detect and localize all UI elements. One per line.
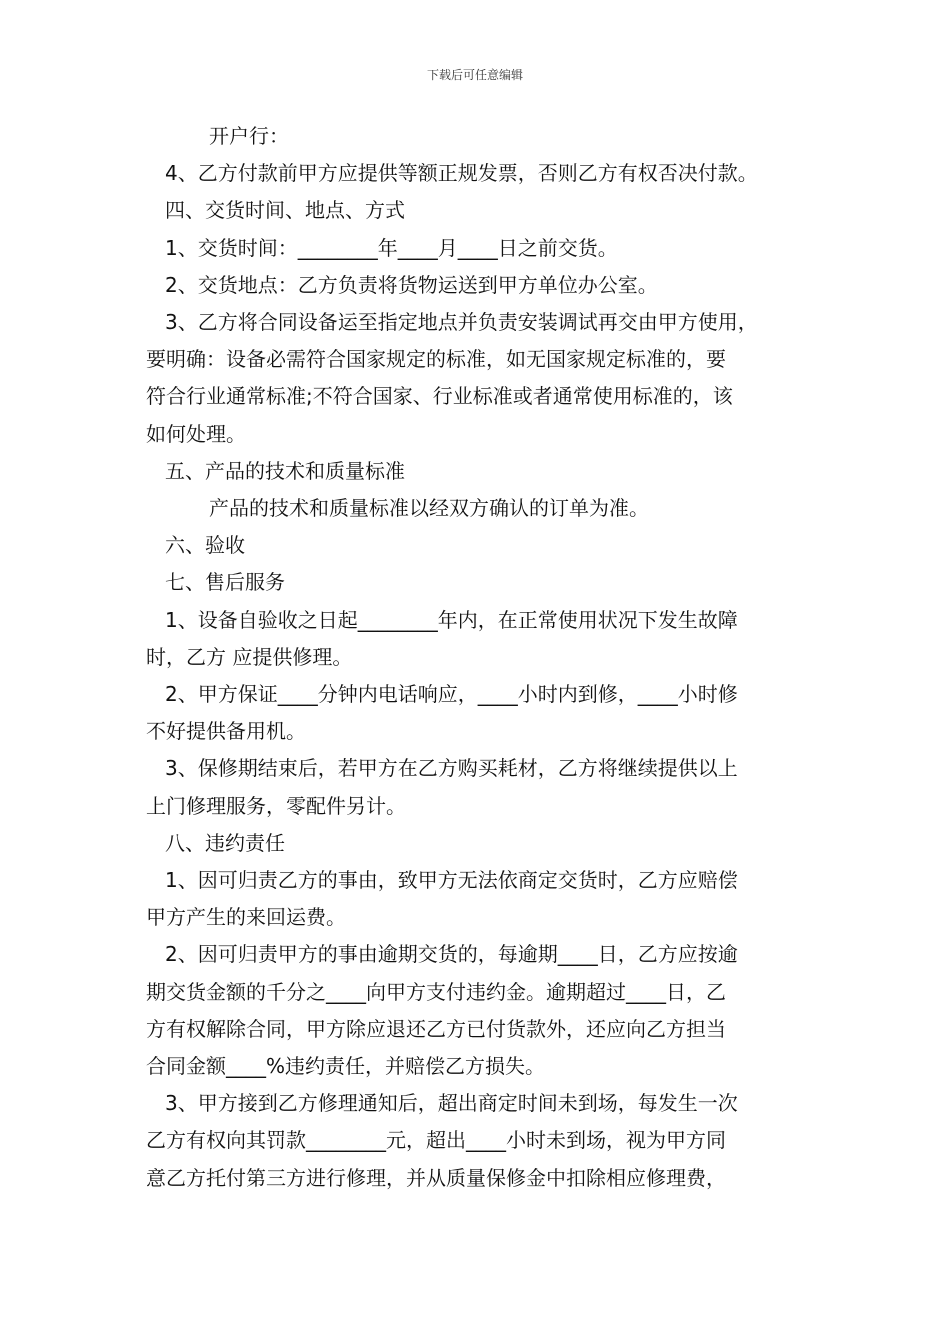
text-line: 4、乙方付款前甲方应提供等额正规发票，否则乙方有权否决付款。 bbox=[165, 161, 758, 186]
text-line: 合同金额____%违约责任，并赔偿乙方损失。 bbox=[146, 1054, 546, 1079]
text-line: 1、设备自验收之日起________年内，在正常使用状况下发生故障 bbox=[165, 607, 738, 632]
text-line: 3、甲方接到乙方修理通知后，超出商定时间未到场，每发生一次 bbox=[165, 1091, 738, 1116]
text-line: 甲方产生的来回运费。 bbox=[146, 905, 346, 930]
text-line: 2、因可归责甲方的事由逾期交货的，每逾期____日，乙方应按逾 bbox=[165, 942, 738, 967]
text-line: 时，乙方 应提供修理。 bbox=[146, 644, 353, 669]
text-line: 期交货金额的千分之____向甲方支付违约金。逾期超过____日，乙 bbox=[146, 979, 726, 1004]
page-header: 下载后可任意编辑 bbox=[426, 68, 523, 82]
text-line: 3、乙方将合同设备运至指定地点并负责安装调试再交由甲方使用， bbox=[165, 310, 758, 335]
text-line: 不好提供备用机。 bbox=[146, 719, 306, 744]
section-heading: 五、产品的技术和质量标准 bbox=[165, 458, 405, 483]
text-line: 方有权解除合同，甲方除应退还乙方已付货款外，还应向乙方担当 bbox=[146, 1016, 726, 1041]
text-line: 1、交货时间：________年____月____日之前交货。 bbox=[165, 235, 618, 260]
section-heading: 四、交货时间、地点、方式 bbox=[165, 198, 405, 223]
contract-body bbox=[146, 118, 816, 1197]
text-line: 符合行业通常标准;不符合国家、行业标准或者通常使用标准的，该 bbox=[146, 384, 733, 409]
text-line: 2、交货地点：乙方负责将货物运送到甲方单位办公室。 bbox=[165, 272, 658, 297]
section-heading: 六、验收 bbox=[165, 533, 245, 558]
text-line: 3、保修期结束后，若甲方在乙方购买耗材，乙方将继续提供以上 bbox=[165, 756, 738, 781]
text-line: 产品的技术和质量标准以经双方确认的订单为准。 bbox=[209, 496, 649, 521]
text-line: 乙方有权向其罚款________元，超出____小时未到场，视为甲方同 bbox=[146, 1128, 726, 1153]
text-line: 意乙方托付第三方进行修理，并从质量保修金中扣除相应修理费， bbox=[146, 1165, 726, 1190]
text-line: 2、甲方保证____分钟内电话响应，____小时内到修，____小时修 bbox=[165, 682, 738, 707]
text-line: 上门修理服务，零配件另计。 bbox=[146, 793, 406, 818]
section-heading: 七、售后服务 bbox=[165, 570, 285, 595]
text-line: 要明确：设备必需符合国家规定的标准，如无国家规定标准的，要 bbox=[146, 347, 726, 372]
text-line: 如何处理。 bbox=[146, 421, 246, 446]
text-line: 1、因可归责乙方的事由，致甲方无法依商定交货时，乙方应赔偿 bbox=[165, 868, 738, 893]
text-line: 开户行： bbox=[209, 124, 289, 148]
section-heading: 八、违约责任 bbox=[165, 830, 285, 855]
